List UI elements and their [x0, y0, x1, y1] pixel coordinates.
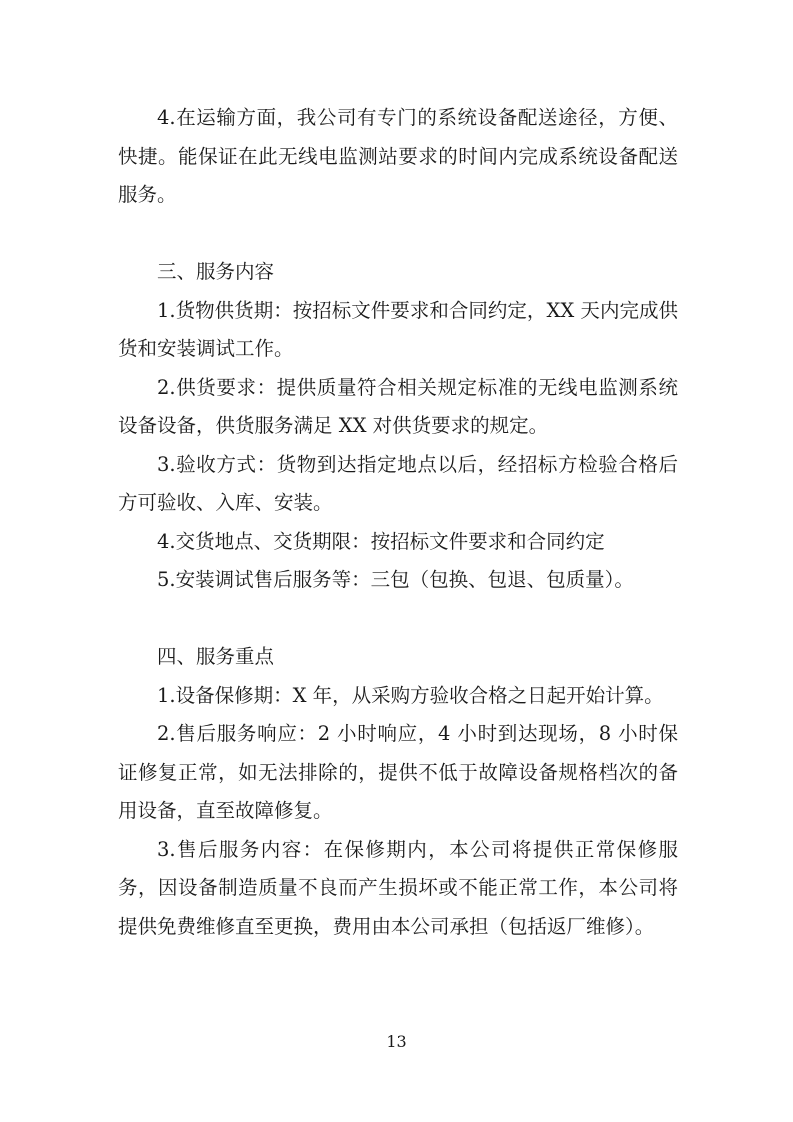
list-item-warranty-period: 1.设备保修期：X 年，从采购方验收合格之日起开始计算。 — [157, 683, 664, 707]
blank-line — [118, 215, 678, 254]
list-item-response-time: 2.售后服务响应：2 小时响应，4 小时到达现场，8 小时保证修复正常，如无法排除的，提供不低于故障设备规格档次的备用设备，直至故障修复。 — [118, 722, 678, 822]
section-heading-service-focus: 四、服务重点 — [157, 645, 275, 668]
document-body — [118, 99, 678, 946]
list-item-after-sales: 5.安装调试售后服务等：三包（包换、包退、包质量）。 — [157, 568, 634, 591]
list-item-service-content: 3.售后服务内容：在保修期内，本公司将提供正常保修服务，因设备制造质量不良而产生损坏或不能正常工作，本公司将提供免费维修直至更换，费用由本公司承担（包括返厂维修）。 — [118, 837, 678, 938]
list-item-acceptance-method: 3.验收方式：货物到达指定地点以后，经招标方检验合格后方可验收、入库、安装。 — [118, 452, 678, 514]
list-item-supply-requirement: 2.供货要求：提供质量符合相关规定标准的无线电监测系统设备设备，供货服务满足 XX 对供货要求的规定。 — [118, 375, 678, 437]
section-heading-service-content: 三、服务内容 — [157, 260, 275, 283]
paragraph-transport: 4.在运输方面，我公司有专门的系统设备配送途径，方便、快捷。能保证在此无线电监测站要求的时间内完成系统设备配送服务。 — [118, 106, 678, 206]
page-number: 13 — [386, 1032, 407, 1051]
blank-line — [118, 600, 678, 639]
list-item-delivery-period: 1.货物供货期：按招标文件要求和合同约定，XX 天内完成供货和安装调试工作。 — [118, 298, 678, 360]
list-item-delivery-location: 4.交货地点、交货期限：按招标文件要求和合同约定 — [157, 529, 605, 553]
